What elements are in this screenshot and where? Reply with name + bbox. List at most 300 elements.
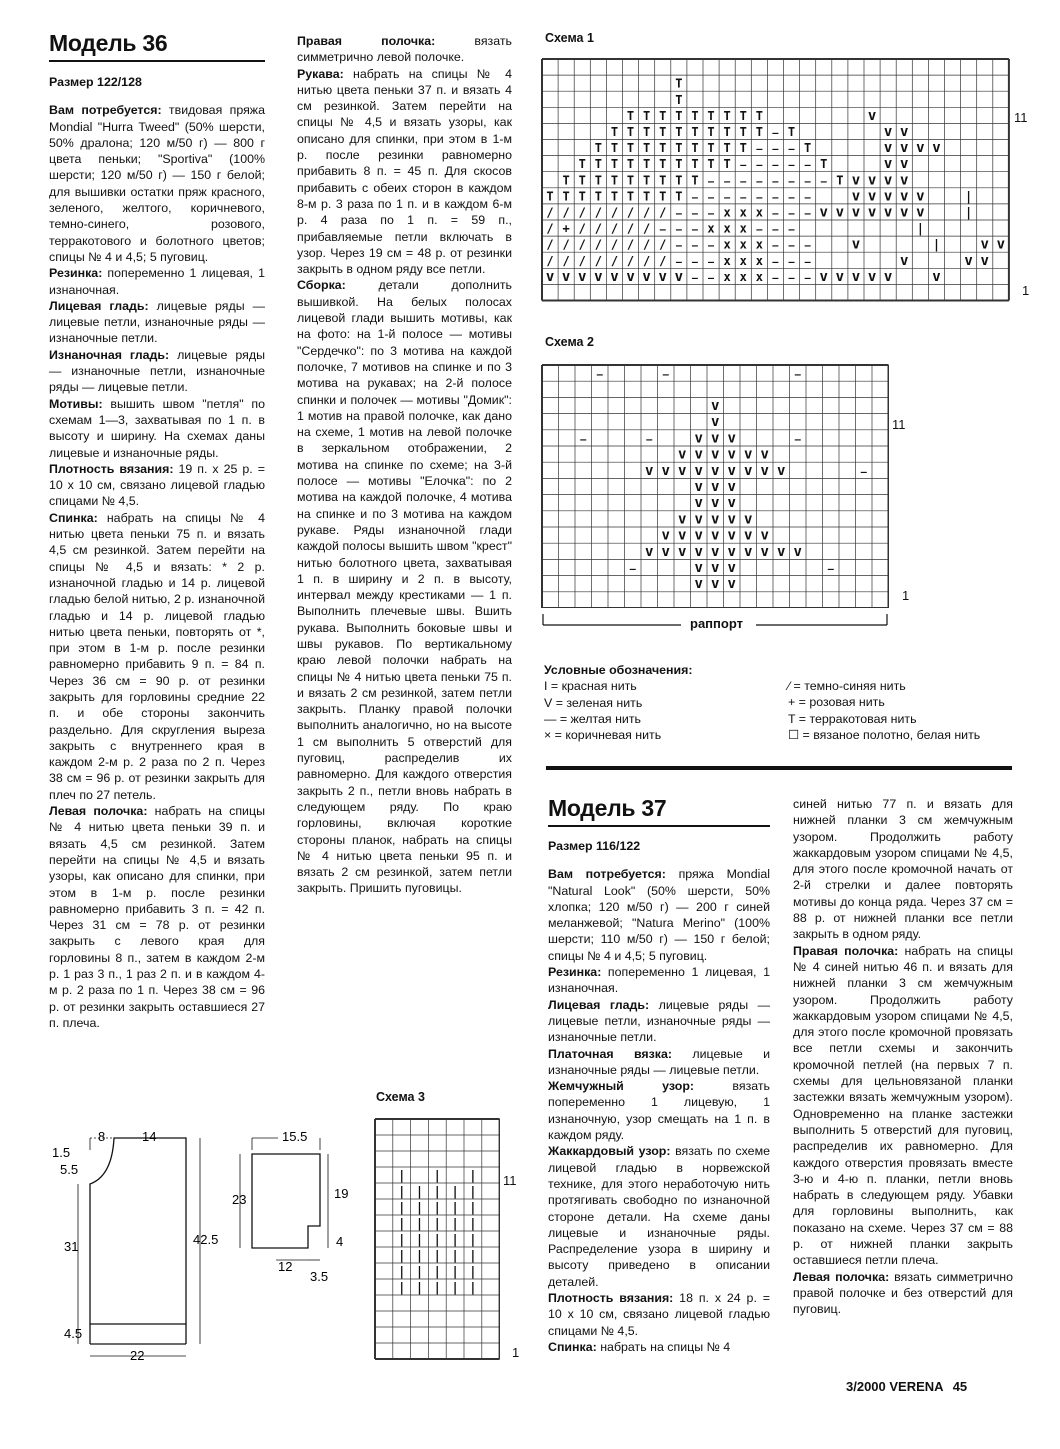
- svg-text:v: v: [996, 236, 1006, 253]
- schema-1-label: Схема 1: [545, 31, 594, 45]
- svg-text:|: |: [398, 1248, 406, 1263]
- legend-right: [788, 678, 980, 743]
- svg-text:—: —: [788, 224, 795, 236]
- paragraph: [49, 510, 265, 803]
- svg-text:v: v: [819, 204, 828, 221]
- svg-text:v: v: [744, 543, 753, 560]
- model-36-column-1: [49, 74, 265, 1031]
- svg-text:v: v: [851, 172, 861, 189]
- svg-text:|: |: [451, 1184, 459, 1199]
- svg-text:/: /: [626, 205, 635, 220]
- svg-text:v: v: [727, 446, 736, 463]
- svg-text:—: —: [662, 369, 669, 381]
- dim-label: 3.5: [310, 1269, 329, 1284]
- svg-text:T: T: [659, 189, 667, 204]
- svg-text:v: v: [867, 107, 877, 124]
- svg-text:|: |: [415, 1216, 424, 1231]
- svg-text:|: |: [451, 1280, 459, 1295]
- svg-text:v: v: [694, 527, 703, 544]
- svg-text:T: T: [755, 124, 763, 139]
- schema-2-row-11: 11: [892, 417, 906, 432]
- svg-text:T: T: [723, 124, 731, 139]
- svg-text:x: x: [723, 269, 731, 284]
- svg-text:—: —: [788, 272, 795, 284]
- svg-text:—: —: [646, 434, 653, 446]
- svg-text:/: /: [643, 237, 651, 252]
- svg-text:v: v: [760, 446, 769, 463]
- svg-text:T: T: [675, 76, 683, 91]
- legend-item: ⁄ = темно-синяя нить: [788, 679, 906, 693]
- paragraph-text: твидовая пряжа Mondial "Hurra Tweed" (50% шерсти, 50% дралона; 120 м/50 г) — 800 г цвета пеньки; "Sportiva" (100% шерсти; 120 м/50 г) — 150 г белой; для вышивки остатки пряж красного, зеленого, желтого, коричневого, темно-синего, розового, терракотового и болотного цветов; спицы № 4 и 4,5; 5 пуговиц.: [49, 103, 265, 264]
- paragraph-text: 19 п. х 25 р. = 10 х 10 см, связано лицевой гладью спицами № 4,5.: [49, 461, 265, 509]
- paragraph-text: пряжа Mondial "Natural Look" (50% шерсти, 50% хлопка; 120 м/50 г) — 200 г синей меланжевой; "Natura Merino" (100% шерсти; 110 м/50 г) — 150 г белой; спицы № 4 и 4,5; 5 пуговиц.: [548, 867, 770, 963]
- svg-text:T: T: [626, 141, 635, 156]
- svg-text:|: |: [433, 1200, 441, 1215]
- svg-text:|: |: [469, 1216, 477, 1231]
- paragraph: [49, 265, 265, 298]
- svg-text:v: v: [727, 543, 736, 560]
- schema-3-row-1: 1: [512, 1345, 520, 1360]
- svg-text:|: |: [415, 1248, 424, 1263]
- paragraph: [548, 1339, 770, 1355]
- svg-text:x: x: [739, 221, 747, 236]
- paragraph-text: вязать по схеме лицевой гладью в норвежской технике, для этого неработочую нить протягивать свободно по изнаночной стороне детали. На схеме даны лицевые и изнаночные ряды. Распределение узора в ширину и высоту приведено в описании деталей.: [548, 1144, 770, 1289]
- svg-text:/: /: [562, 205, 570, 220]
- paragraph: [297, 66, 512, 278]
- svg-text:v: v: [932, 268, 941, 285]
- paragraph-heading: Правая полочка:: [793, 943, 899, 958]
- svg-text:—: —: [756, 224, 763, 236]
- svg-text:|: |: [451, 1232, 459, 1247]
- svg-text:v: v: [793, 543, 802, 560]
- paragraph: [793, 943, 1013, 1269]
- svg-text:—: —: [772, 240, 779, 252]
- paragraph-heading: Мотивы:: [49, 396, 103, 411]
- paragraph: [297, 33, 512, 66]
- svg-text:—: —: [691, 208, 698, 220]
- svg-text:|: |: [433, 1168, 441, 1183]
- svg-text:x: x: [723, 253, 731, 268]
- svg-text:|: |: [451, 1216, 459, 1231]
- svg-text:v: v: [711, 430, 720, 447]
- svg-text:v: v: [711, 479, 720, 496]
- svg-text:—: —: [788, 256, 795, 268]
- svg-text:T: T: [626, 108, 635, 123]
- paragraph-heading: Резинка:: [49, 266, 103, 281]
- svg-text:—: —: [772, 256, 779, 268]
- svg-text:/: /: [643, 221, 651, 236]
- svg-text:/: /: [610, 205, 619, 220]
- svg-text:—: —: [794, 369, 801, 381]
- svg-text:T: T: [643, 157, 651, 172]
- paragraph-text: детали дополнить вышивкой. На белых полосах лицевой глади вышить мотивы, как на фото: на 1-й полосе — мотивы "Сердечко": по 3 мотива на каждой полочке, 7 мотивов на спинке и по 3 мотива на рукавах; на 2-й полосе спинки и полочек — мотивы "Домик": 1 мотив на правой полочке, как дано на схеме, 1 мотив на левой полочке в зеркальном отображении, 2 мотива на спинке по схеме; на 3-й полосе — мотивы "Елочка": по 2 мотива на каждой полочке, 4 мотива на спинке и по 3 мотива на каждом рукаве. Ряды изнаночной глади каждой полосы вышить швом "крест" нитью болотного цвета, захватывая 1 п. в ширину и 2 п. в высоту, интервал между крестиками — 1 п. Выполнить плечевые швы. Вшить рукава. Выполнить боковые швы и швы рукавов. По вертикальному краю левой полочки набрать на спицы № 4 нитью цвета пеньки 75 п. и вязать 2 см резинкой, затем петли закрыть. Планку правой полочки выполнить аналогично, но на высоте 1 см выполнить 5 отверстий для пуговиц, распределив их равномерно. Для каждого отверстия закрыть 2 п., петли вновь набрать в следующем ряду. По краю горловины, включая короткие стороны планок, набрать на спицы № 4 нитью цвета пеньки 95 п. и вязать 2 см резинкой, затем петли закрыть. Пришить пуговицы.: [297, 278, 512, 896]
- svg-text:T: T: [723, 141, 731, 156]
- svg-text:/: /: [546, 205, 554, 220]
- svg-text:T: T: [723, 157, 731, 172]
- svg-text:v: v: [900, 252, 909, 269]
- paragraph-text: вязать попеременно 1 лицевую, 1 изнаночную, узор смещать на 1 п. в каждом ряду.: [548, 1079, 770, 1143]
- svg-text:v: v: [594, 268, 603, 285]
- svg-text:v: v: [883, 123, 893, 140]
- svg-text:v: v: [678, 446, 687, 463]
- svg-text:|: |: [965, 205, 973, 220]
- svg-text:|: |: [415, 1184, 424, 1199]
- svg-text:v: v: [851, 236, 861, 253]
- svg-text:T: T: [610, 157, 619, 172]
- svg-text:—: —: [724, 192, 731, 204]
- svg-text:T: T: [610, 141, 619, 156]
- svg-text:v: v: [727, 560, 736, 577]
- svg-text:v: v: [760, 543, 769, 560]
- svg-text:T: T: [594, 189, 602, 204]
- svg-text:—: —: [756, 160, 763, 172]
- svg-text:T: T: [562, 189, 570, 204]
- dim-label: 19: [334, 1186, 349, 1201]
- svg-text:v: v: [883, 204, 893, 221]
- svg-text:v: v: [694, 446, 703, 463]
- svg-text:v: v: [883, 268, 893, 285]
- svg-text:—: —: [804, 272, 811, 284]
- svg-text:/: /: [578, 205, 586, 220]
- svg-text:—: —: [691, 240, 698, 252]
- svg-text:|: |: [398, 1168, 406, 1183]
- svg-text:v: v: [851, 188, 861, 205]
- svg-text:—: —: [691, 224, 698, 236]
- legend-item: I = красная нить: [544, 679, 637, 694]
- svg-text:v: v: [694, 462, 703, 479]
- paragraph-text: 18 п. х 24 р. = 10 х 10 см, связано лицевой гладью спицами № 4,5.: [548, 1291, 770, 1338]
- svg-text:v: v: [777, 543, 786, 560]
- paragraph-heading: Лицевая гладь:: [49, 298, 149, 313]
- svg-text:—: —: [804, 256, 811, 268]
- svg-text:T: T: [707, 141, 715, 156]
- svg-text:T: T: [626, 157, 635, 172]
- page-footer: [846, 1379, 967, 1394]
- paragraph-heading: Спинка:: [49, 510, 98, 525]
- svg-text:T: T: [787, 124, 796, 139]
- svg-text:—: —: [788, 192, 795, 204]
- svg-text:—: —: [772, 144, 779, 156]
- svg-text:|: |: [433, 1280, 441, 1295]
- paragraph: [49, 298, 265, 347]
- svg-text:—: —: [740, 160, 747, 172]
- svg-text:v: v: [727, 462, 736, 479]
- svg-text:T: T: [691, 124, 699, 139]
- schema-3-row-11: 11: [503, 1173, 517, 1188]
- svg-text:—: —: [691, 256, 698, 268]
- svg-text:T: T: [643, 189, 651, 204]
- svg-text:|: |: [398, 1232, 406, 1247]
- schema-1-row-1: 1: [1022, 283, 1030, 298]
- svg-text:v: v: [900, 156, 909, 173]
- rapport-label: раппорт: [690, 616, 743, 631]
- svg-text:v: v: [694, 576, 703, 593]
- paragraph-text: лицевые ряды — лицевые петли, изнаночные ряды — изнаночные петли.: [548, 997, 770, 1045]
- svg-text:v: v: [645, 462, 654, 479]
- svg-text:—: —: [659, 224, 666, 236]
- dim-label: 22: [130, 1348, 145, 1363]
- paragraph-heading: Платочная вязка:: [548, 1046, 673, 1061]
- svg-text:|: |: [415, 1264, 424, 1279]
- svg-text:v: v: [661, 462, 670, 479]
- svg-text:v: v: [744, 462, 753, 479]
- paragraph: [548, 1078, 770, 1143]
- svg-text:|: |: [451, 1200, 459, 1215]
- svg-text:T: T: [707, 108, 715, 123]
- svg-text:v: v: [711, 414, 720, 431]
- paragraph: [548, 1290, 770, 1339]
- svg-text:v: v: [867, 188, 877, 205]
- paragraph: [548, 997, 770, 1046]
- svg-text:v: v: [678, 527, 687, 544]
- svg-text:T: T: [804, 141, 812, 156]
- svg-text:v: v: [835, 204, 845, 221]
- svg-text:|: |: [469, 1280, 477, 1295]
- dim-label: 4: [336, 1234, 344, 1249]
- model-37-title: Модель 37: [548, 795, 667, 821]
- svg-text:|: |: [469, 1168, 477, 1183]
- svg-text:v: v: [819, 268, 828, 285]
- svg-text:v: v: [711, 511, 720, 528]
- svg-text:|: |: [415, 1200, 424, 1215]
- svg-text:—: —: [740, 192, 747, 204]
- svg-text:v: v: [980, 236, 989, 253]
- svg-text:—: —: [675, 240, 682, 252]
- svg-text:v: v: [678, 511, 687, 528]
- svg-text:v: v: [727, 527, 736, 544]
- svg-text:/: /: [578, 253, 586, 268]
- svg-text:T: T: [626, 173, 635, 188]
- svg-text:v: v: [678, 543, 687, 560]
- svg-text:—: —: [804, 240, 811, 252]
- svg-text:/: /: [643, 205, 651, 220]
- svg-text:T: T: [755, 108, 763, 123]
- model-37-top-rule: [546, 766, 1012, 770]
- model-36-column-2: [297, 33, 512, 897]
- svg-text:T: T: [691, 173, 699, 188]
- svg-text:T: T: [723, 108, 731, 123]
- paragraph-text: вязать симметрично левой полочке.: [297, 34, 512, 65]
- svg-text:v: v: [711, 462, 720, 479]
- svg-text:—: —: [788, 176, 795, 188]
- schema-2-row-1: 1: [902, 588, 910, 603]
- svg-text:v: v: [916, 140, 925, 157]
- model-36-title-rule: [49, 60, 265, 62]
- svg-text:v: v: [610, 268, 619, 285]
- svg-text:T: T: [739, 141, 747, 156]
- paragraph-heading: Сборка:: [297, 278, 346, 293]
- svg-text:v: v: [711, 560, 720, 577]
- svg-text:v: v: [851, 268, 861, 285]
- paragraph-heading: Жаккардовый узор:: [548, 1144, 671, 1159]
- svg-text:v: v: [980, 252, 989, 269]
- svg-text:/: /: [626, 237, 635, 252]
- svg-text:—: —: [691, 272, 698, 284]
- svg-text:|: |: [415, 1232, 424, 1247]
- paragraph-heading: Лицевая гладь:: [548, 997, 650, 1012]
- svg-text:/: /: [562, 253, 570, 268]
- svg-text:/: /: [659, 253, 667, 268]
- paragraph-heading: Плотность вязания:: [548, 1291, 674, 1306]
- svg-text:|: |: [433, 1184, 441, 1199]
- svg-text:—: —: [772, 127, 779, 139]
- svg-text:/: /: [578, 237, 586, 252]
- svg-text:—: —: [596, 369, 603, 381]
- paragraph: [49, 396, 265, 461]
- paragraph: [49, 803, 265, 1031]
- svg-text:—: —: [794, 434, 801, 446]
- dim-label: 8: [98, 1129, 106, 1144]
- svg-text:T: T: [594, 141, 602, 156]
- svg-text:|: |: [433, 1232, 441, 1247]
- svg-text:—: —: [772, 176, 779, 188]
- model-37-title-rule: [548, 825, 770, 827]
- svg-text:—: —: [675, 256, 682, 268]
- svg-text:T: T: [578, 157, 586, 172]
- legend-item: — = желтая нить: [544, 711, 641, 726]
- paragraph: [297, 277, 512, 896]
- svg-text:—: —: [708, 240, 715, 252]
- svg-text:—: —: [708, 256, 715, 268]
- svg-text:v: v: [900, 204, 909, 221]
- svg-text:v: v: [744, 511, 753, 528]
- paragraph: [793, 796, 1013, 943]
- svg-text:T: T: [562, 173, 570, 188]
- paragraph-text: вышить швом "петля" по схемам 1—3, захватывая по 1 п. в высоту и ширину. На схемах даны лицевые и изнаночные ряды.: [49, 396, 265, 460]
- svg-text:/: /: [594, 205, 602, 220]
- legend-title: Условные обозначения:: [544, 663, 693, 677]
- svg-text:v: v: [883, 140, 893, 157]
- svg-text:/: /: [626, 221, 635, 236]
- legend-item: + = розовая нить: [788, 695, 885, 710]
- paragraph: [793, 1269, 1013, 1318]
- svg-text:v: v: [916, 204, 925, 221]
- legend-item: × = коричневая нить: [544, 728, 662, 743]
- svg-text:—: —: [772, 160, 779, 172]
- svg-text:v: v: [760, 462, 769, 479]
- issue-label: 3/2000 VERENA: [846, 1379, 944, 1394]
- paragraph: [548, 1143, 770, 1290]
- svg-text:—: —: [756, 192, 763, 204]
- svg-text:v: v: [661, 543, 670, 560]
- svg-text:v: v: [777, 462, 786, 479]
- svg-text:|: |: [469, 1232, 477, 1247]
- paragraph-text: набрать на спицы № 4 нитью цвета пеньки 37 п. и вязать 4 см резинкой. Затем перейти на спицы № 4,5 и вязать узоры, как описано для спинки, при этом в 1-м р. после резинки равномерно прибавить 8 п. = 45 п. Для скосов прибавить с обеих сторон в каждом 8-м р. 3 раза по 1 п. и в каждом 6-м р. 4 раза по 1 п. = 59 п., прибавляемые петли включать в узор. Через 19 см = 48 р. от резинки закрыть в одном ряду все петли.: [297, 66, 512, 277]
- svg-text:|: |: [451, 1264, 459, 1279]
- svg-text:T: T: [707, 157, 715, 172]
- svg-text:v: v: [626, 268, 635, 285]
- svg-text:—: —: [675, 224, 682, 236]
- svg-text:T: T: [820, 157, 828, 172]
- svg-text:/: /: [610, 221, 619, 236]
- svg-text:T: T: [578, 173, 586, 188]
- dim-label: 31: [64, 1239, 79, 1254]
- paragraph-text: набрать на спицы № 4 нитью цвета пеньки 39 п. и вязать 4,5 см резинкой. Затем перейти на спицы № 4,5 и вязать узоры, как описано для спинки, при этом в 1-м р. после резинки равномерно прибавить 3 п. = 42 п. Через 31 см = 78 р. от резинки закрыть с левого края для горловины 8 п., затем в каждом 2-м р. 1 раз 3 п., 1 раз 2 п. и в каждом 4-м р. 2 раза по 1 п. Через 38 см = 96 р. от резинки закрыть оставшиеся 27 п. плеча.: [49, 804, 265, 1030]
- svg-text:—: —: [788, 144, 795, 156]
- paragraph-heading: Жемчужный узор:: [548, 1079, 695, 1094]
- svg-text:T: T: [610, 189, 619, 204]
- svg-text:v: v: [711, 527, 720, 544]
- svg-text:T: T: [691, 108, 699, 123]
- svg-text:|: |: [469, 1264, 477, 1279]
- svg-text:T: T: [675, 173, 683, 188]
- schema-1-chart: [541, 58, 1011, 302]
- svg-text:v: v: [932, 140, 941, 157]
- schema-2-label: Схема 2: [545, 335, 594, 349]
- svg-text:v: v: [694, 543, 703, 560]
- svg-text:v: v: [867, 268, 877, 285]
- svg-text:/: /: [594, 221, 602, 236]
- svg-text:/: /: [546, 237, 554, 252]
- svg-text:—: —: [772, 224, 779, 236]
- legend: [544, 662, 693, 743]
- paragraph-heading: Вам потребуется:: [49, 103, 162, 118]
- svg-text:|: |: [469, 1184, 477, 1199]
- paragraph-heading: Плотность вязания:: [49, 461, 174, 476]
- model-36-title: Модель 36: [49, 30, 168, 56]
- svg-text:|: |: [433, 1216, 441, 1231]
- svg-text:v: v: [964, 252, 973, 269]
- model-37-size: Размер 116/122: [548, 839, 641, 853]
- svg-text:/: /: [610, 253, 619, 268]
- svg-text:v: v: [744, 446, 753, 463]
- paragraph-heading: Правая полочка:: [297, 34, 436, 48]
- page-number: 45: [952, 1379, 968, 1394]
- paragraph-text: вязать симметрично правой полочке и без отверстий для пуговиц.: [793, 1269, 1014, 1317]
- svg-text:/: /: [643, 253, 651, 268]
- svg-text:v: v: [658, 268, 667, 285]
- svg-text:v: v: [661, 527, 670, 544]
- paragraph-heading: Рукава:: [297, 66, 344, 81]
- svg-text:|: |: [433, 1264, 441, 1279]
- dim-label: 23: [232, 1192, 247, 1207]
- svg-text:v: v: [711, 543, 720, 560]
- svg-text:—: —: [804, 176, 811, 188]
- svg-text:v: v: [900, 188, 909, 205]
- body-pattern-diagram: [50, 1124, 230, 1366]
- svg-text:—: —: [788, 240, 795, 252]
- svg-text:v: v: [694, 479, 703, 496]
- svg-text:T: T: [546, 189, 554, 204]
- svg-text:v: v: [727, 479, 736, 496]
- paragraph: [548, 1046, 770, 1079]
- svg-text:v: v: [694, 495, 703, 512]
- svg-text:—: —: [629, 564, 636, 576]
- svg-text:x: x: [723, 237, 731, 252]
- svg-text:—: —: [756, 144, 763, 156]
- svg-text:v: v: [727, 430, 736, 447]
- svg-text:x: x: [723, 221, 731, 236]
- schema-3-label: Схема 3: [376, 1090, 425, 1104]
- svg-text:T: T: [643, 108, 651, 123]
- paragraph-text: набрать на спицы № 4 нитью цвета пеньки 75 п. и вязать 4,5 см резинкой. Затем перейти на спицы № 4,5 и вязать: * 2 р. изнаночной гладью и 14 р. лицевой гладью белой нитью, 2 р. изнаночной гладью и 14 р. лицевой гладью нитью цвета пеньки, повторять от *, при этом в 1-м р. после резинки равномерно прибавить 9 п. = 84 п. Через 36 см = 90 р. от резинки закрыть для горловины средние 22 п. и обе стороны закончить раздельно. Для скругления выреза закрыть с внутреннего края в каждом 2-м р. 2 раза по 2 п. Через 38 см = 96 р. от резинки закрыть для плеч по 27 петель.: [49, 510, 265, 802]
- svg-text:v: v: [645, 543, 654, 560]
- svg-text:|: |: [398, 1264, 406, 1279]
- svg-text:v: v: [883, 172, 893, 189]
- svg-text:v: v: [883, 156, 893, 173]
- svg-text:v: v: [642, 268, 651, 285]
- svg-text:|: |: [398, 1200, 406, 1215]
- svg-text:T: T: [643, 173, 651, 188]
- svg-text:/: /: [659, 205, 667, 220]
- paragraph-text: попеременно 1 лицевая, 1 изнаночная.: [548, 965, 770, 996]
- svg-text:|: |: [398, 1216, 406, 1231]
- svg-text:/: /: [594, 237, 602, 252]
- svg-text:v: v: [711, 398, 720, 415]
- schema-2-chart: [541, 364, 889, 608]
- svg-text:T: T: [836, 173, 844, 188]
- svg-text:T: T: [610, 124, 619, 139]
